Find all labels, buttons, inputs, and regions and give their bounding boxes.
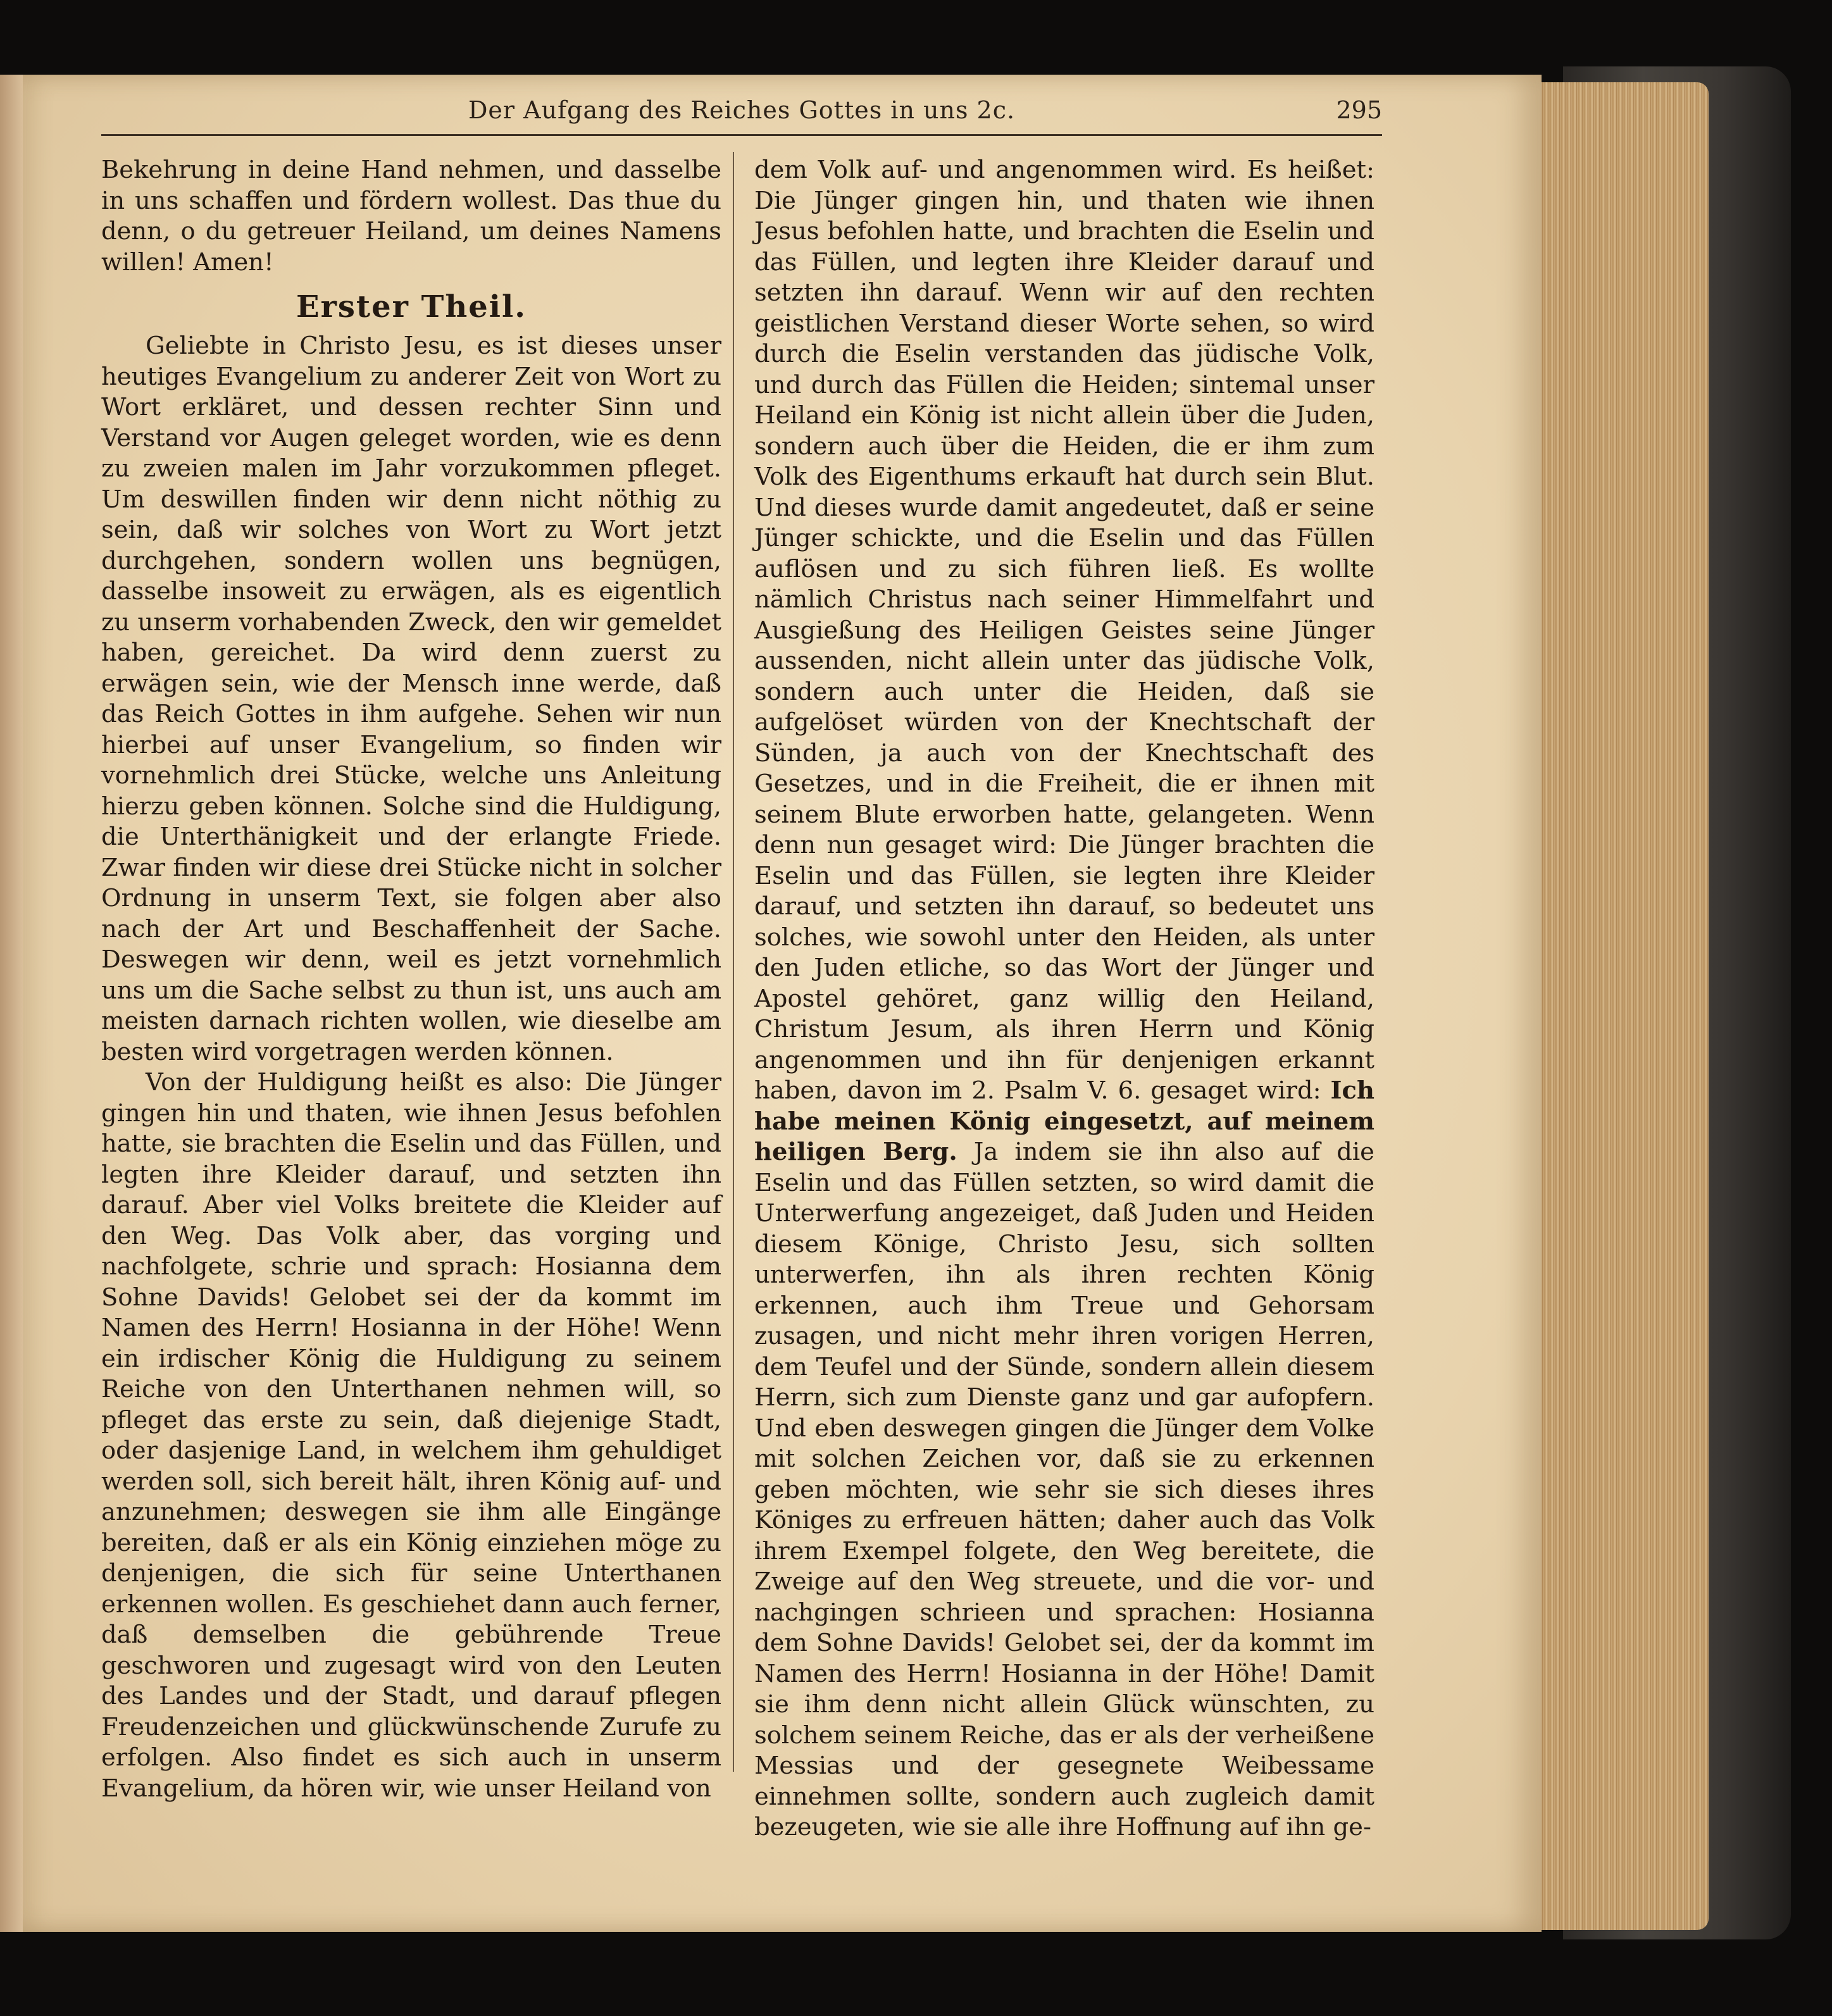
paragraph [754,155,1374,1843]
column-separator [733,152,734,1772]
paragraph: Geliebte in Christo Jesu, es ist dieses unser heutiges Evangelium zu anderer Zeit von Wort zu Wort erkläret, und dessen rechter Sinn und Verstand vor Augen geleget worden, wie es denn zu zweien malen im Jahr vorzukommen pfleget. Um deswillen finden wir denn nicht nöthig zu sein, daß wir solches von Wort zu Wort jetzt durchgehen, sondern wollen uns begnügen, dasselbe insoweit zu erwägen, als es eigentlich zu unserm vorhabenden Zweck, den wir gemeldet haben, gereichet. Da wird denn zuerst zu erwägen sein, wie der Mensch inne werde, daß das Reich Gottes in ihm aufgehe. Sehen wir nun hierbei auf unser Evangelium, so finden wir vornehmlich drei Stücke, welche uns Anleitung hierzu geben können. Solche sind die Huldigung, die Unterthänigkeit und der erlangte Friede. Zwar finden wir diese drei Stücke nicht in solcher Ordnung in unserm Text, sie folgen aber also nach der Art und Beschaffenheit der Sache. Deswegen wir denn, weil es jetzt vornehmlich uns um die Sache selbst zu thun ist, uns auch am meisten darnach richten wollen, wie dieselbe am besten wird vorgetragen werden können. [101,332,721,1066]
scripture-quote: Ich habe meinen König eingesetzt, auf meinem heiligen Berg. [754,1076,1374,1166]
running-title: Der Aufgang des Reiches Gottes in uns 2c. [468,96,1016,124]
header-rule [101,134,1382,136]
section-heading: Erster Theil. [296,289,527,325]
previous-page-edge [0,75,23,1932]
left-column [101,155,721,1804]
paragraph: Von der Huldigung heißt es also: Die Jünger gingen hin und thaten, wie ihnen Jesus befohlen hatte, sie brachten die Eselin und das Füllen, und legten ihre Kleider darauf, und setzten ihn darauf. Aber viel Volks breitete die Kleider auf den Weg. Das Volk aber, das vorging und nachfolgete, schrie und sprach: Hosianna dem Sohne Davids! Gelobet sei der da kommt im Namen des Herrn! Hosianna in der Höhe! Wenn ein irdischer König die Huldigung zu seinem Reiche von den Unterthanen nehmen will, so pfleget das erste zu sein, daß diejenige Stadt, oder dasjenige Land, in welchem ihm gehuldiget werden soll, sich bereit hält, ihren König auf- und anzunehmen; deswegen sie ihm alle Eingänge bereiten, daß er als ein König einziehen möge zu denjenigen, die sich für seine Unterthanen erkennen wollen. Es geschiehet dann auch ferner, daß demselben die gebührende Treue geschworen und zugesagt wird von den Leuten des Landes und der Stadt, und darauf pflegen Freudenzeichen und glückwünschende Zurufe zu erfolgen. Also findet es sich auch in unserm Evangelium, da hören wir, wie unser Heiland von [101,1068,721,1803]
page-edges [1531,82,1709,1930]
page-number: 295 [1336,96,1382,124]
paragraph: Bekehrung in deine Hand nehmen, und dasselbe in uns schaffen und fördern wollest. Das thue du denn, o du getreuer Heiland, um deines Namens willen! Amen! [101,156,721,277]
paragraph-text: Ja indem sie ihn also auf die Eselin und das Füllen setzten, so wird damit die Unterwerfung angezeiget, daß Juden und Heiden diesem Könige, Christo Jesu, sich sollten unterwerfen, ihn als ihren rechten König erkennen, auch ihm Treue und Gehorsam zusagen, und nicht mehr ihren vorigen Herren, dem Teufel und der Sünde, sondern allein diesem Herrn, sich zum Dienste ganz und gar aufopfern. Und eben deswegen gingen die Jünger dem Volke mit solchen Zeichen vor, daß sie zu erkennen geben möchten, wie sehr sie sich dieses ihres Königes zu erfreuen hätten; daher auch das Volk ihrem Exempel folgete, den Weg bereitete, die Zweige auf den Weg streuete, und die vor- und nachgingen schrieen und sprachen: Hosianna dem Sohne Davids! Gelobet sei, der da kommt im Namen des Herrn! Hosianna in der Höhe! Damit sie ihm denn nicht allein Glück wünschten, zu solchem seinem Reiche, das er als der verheißene Messias und der gesegnete Weibessame einnehmen sollte, sondern auch zugleich damit bezeugeten, wie sie alle ihre Hoffnung auf ihn ge- [754,1138,1374,1841]
paragraph-text: dem Volk auf- und angenommen wird. Es heißet: Die Jünger gingen hin, und thaten wie ihnen Jesus befohlen hatte, und brachten die Eselin und das Füllen, und legten ihre Kleider darauf und setzten ihn darauf. Wenn wir auf den rechten geistlichen Verstand dieser Worte sehen, so wird durch die Eselin verstanden das jüdische Volk, und durch das Füllen die Heiden; sintemal unser Heiland ein König ist nicht allein über die Juden, sondern auch über die Heiden, die er ihm zum Volk des Eigenthums erkauft hat durch sein Blut. Und dieses wurde damit angedeutet, daß er seine Jünger schickte, und die Eselin und das Füllen auflösen und zu sich führen ließ. Es wollte nämlich Christus nach seiner Himmelfahrt und Ausgießung des Heiligen Geistes seine Jünger aussenden, nicht allein unter das jüdische Volk, sondern auch unter die Heiden, daß sie aufgelöset würden von der Knechtschaft der Sünden, ja auch von der Knechtschaft des Gesetzes, und in die Freiheit, die er ihnen mit seinem Blute erworben hatte, gelangeten. Wenn denn nun gesaget wird: Die Jünger brachten die Eselin und das Füllen, sie legten ihre Kleider darauf, und setzten ihn darauf, so bedeutet uns solches, wie sowohl unter den Heiden, als unter den Juden etliche, so das Wort der Jünger und Apostel gehöret, ganz willig den Heiland, Christum Jesum, als ihren Herrn und König angenommen und ihn für denjenigen erkannt haben, davon im 2. Psalm V. 6. gesaget wird: [754,156,1374,1105]
running-header [101,96,1382,147]
right-column [754,155,1374,1843]
